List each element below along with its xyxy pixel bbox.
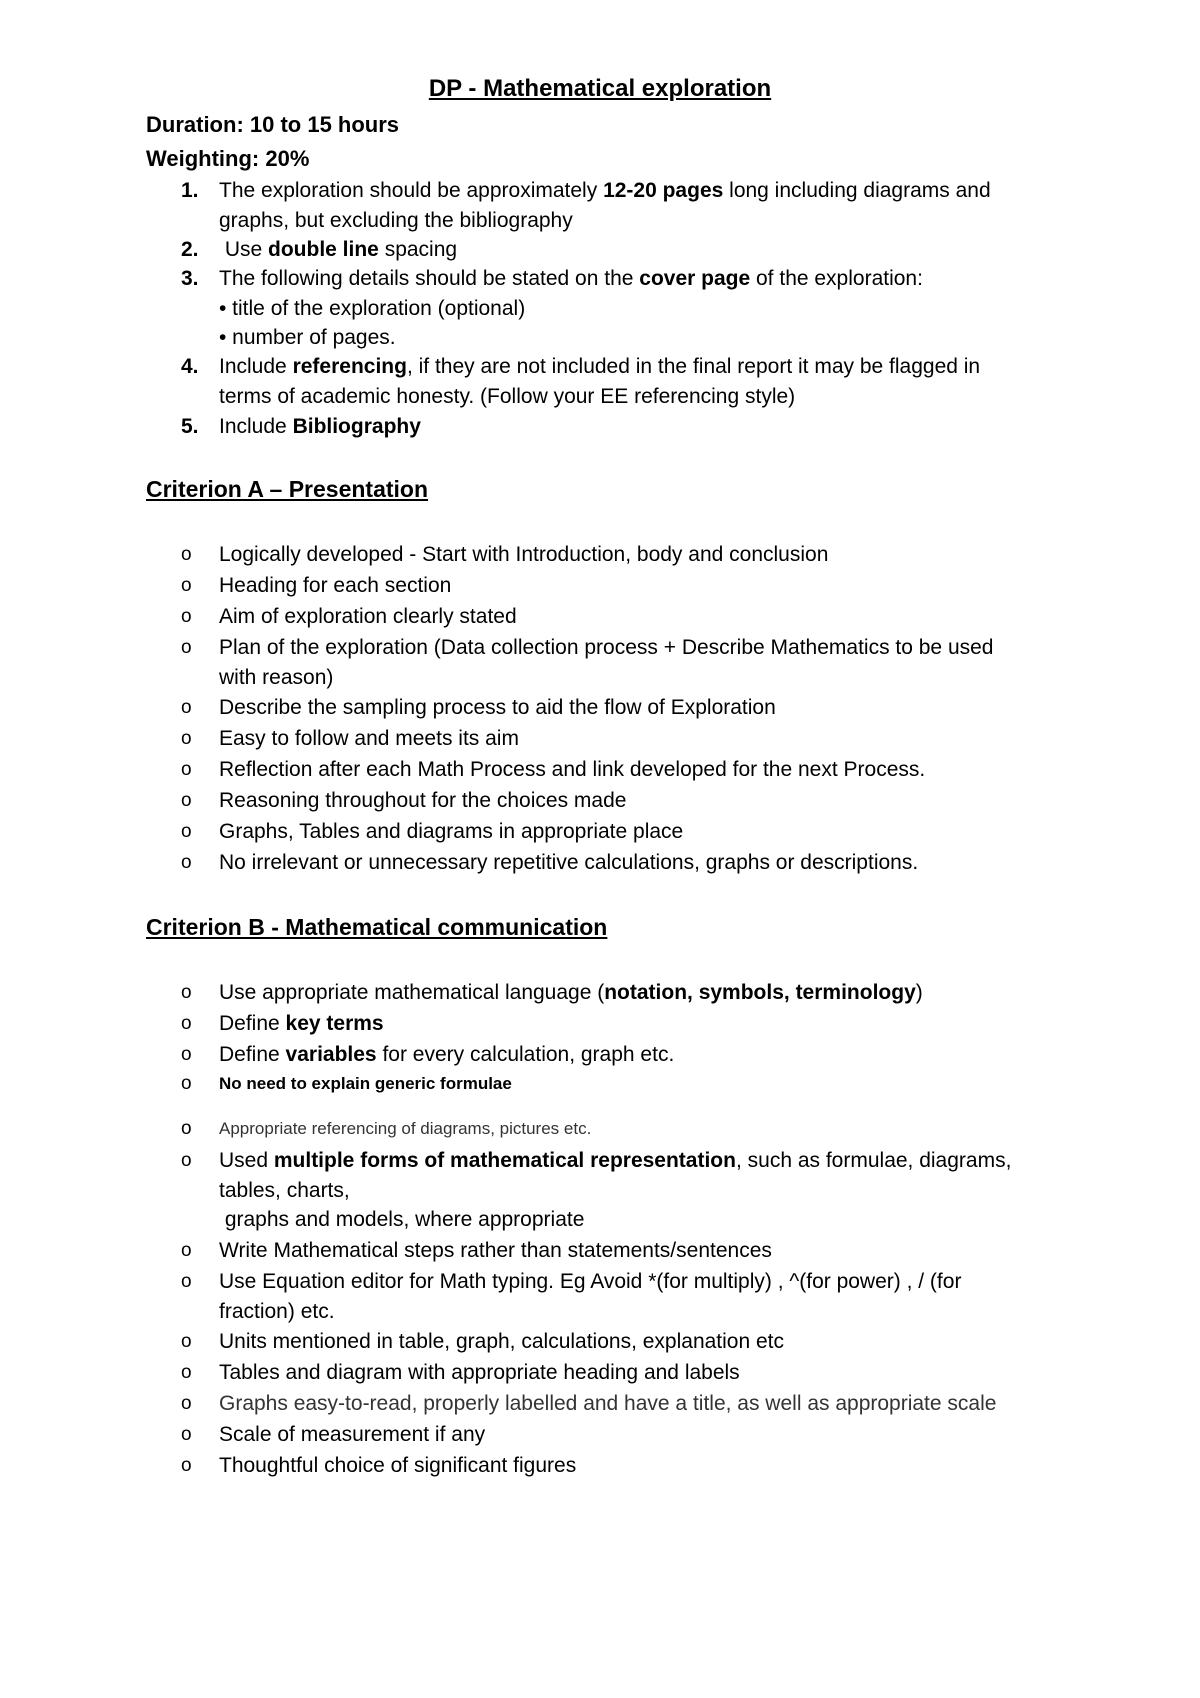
list-item: No irrelevant or unnecessary repetitive calculations, graphs or descriptions.	[219, 851, 919, 874]
bullet-icon: o	[181, 1013, 192, 1034]
list-item: Plan of the exploration (Data collection process + Describe Mathematics to be used	[219, 636, 994, 659]
list-item: Units mentioned in table, graph, calculations, explanation etc	[219, 1330, 785, 1353]
list-item: Graphs, Tables and diagrams in appropriate place	[219, 820, 684, 843]
list-item: Graphs easy-to-read, properly labelled and have a title, as well as appropriate scale	[219, 1392, 997, 1415]
bullet-icon: o	[181, 790, 192, 811]
list-number: 1.	[181, 179, 199, 202]
list-item: Use double line spacing	[219, 238, 458, 261]
bullet-icon: o	[181, 606, 192, 627]
list-item: Used multiple forms of mathematical representation, such as formulae, diagrams,	[219, 1149, 1012, 1172]
list-item: Easy to follow and meets its aim	[219, 727, 519, 750]
list-item-continued: graphs, but excluding the bibliography	[219, 209, 573, 232]
weighting-text: Weighting: 20%	[146, 146, 310, 171]
list-item: Use appropriate mathematical language (notation, symbols, terminology)	[219, 981, 923, 1004]
list-item-continued: terms of academic honesty. (Follow your EE referencing style)	[219, 385, 796, 408]
bullet-icon: o	[181, 982, 192, 1003]
bullet-icon: o	[181, 1073, 192, 1094]
list-item: The exploration should be approximately 12-20 pages long including diagrams and	[219, 179, 991, 202]
bullet-icon: o	[181, 1424, 192, 1445]
bullet-icon: o	[181, 1455, 192, 1476]
bullet-icon: o	[181, 1393, 192, 1414]
list-item: No need to explain generic formulae	[219, 1074, 512, 1093]
criterion-b-heading: Criterion B - Mathematical communication	[146, 914, 608, 940]
bullet-icon: o	[181, 1044, 192, 1065]
bullet-icon: o	[181, 759, 192, 780]
bullet-icon: o	[181, 852, 192, 873]
list-item: Aim of exploration clearly stated	[219, 605, 517, 628]
criterion-a-heading: Criterion A – Presentation	[146, 476, 429, 502]
bullet-icon: o	[181, 1271, 192, 1292]
bullet-icon: o	[181, 575, 192, 596]
list-item: Tables and diagram with appropriate heading and labels	[219, 1361, 740, 1384]
list-item: Describe the sampling process to aid the flow of Exploration	[219, 696, 776, 719]
list-item: Scale of measurement if any	[219, 1423, 486, 1446]
list-item-continued: graphs and models, where appropriate	[219, 1208, 585, 1231]
list-item: Include referencing, if they are not included in the final report it may be flagged in	[219, 355, 981, 378]
list-number: 3.	[181, 267, 199, 290]
bullet-icon: o	[181, 1362, 192, 1383]
list-item: Thoughtful choice of significant figures	[219, 1454, 577, 1477]
bullet-icon: o	[181, 1331, 192, 1352]
bullet-icon: o	[181, 697, 192, 718]
list-item: Heading for each section	[219, 574, 452, 597]
list-number: 2.	[181, 238, 199, 261]
list-number: 5.	[181, 415, 199, 438]
list-item: Reflection after each Math Process and link developed for the next Process.	[219, 758, 926, 781]
list-subitem: • number of pages.	[219, 326, 396, 349]
list-item: Reasoning throughout for the choices made	[219, 789, 627, 812]
list-item: Appropriate referencing of diagrams, pictures etc.	[219, 1119, 592, 1138]
bullet-icon: o	[181, 1118, 192, 1139]
list-item: Use Equation editor for Math typing. Eg Avoid *(for multiply) , ^(for power) , / (for	[219, 1270, 962, 1293]
duration-text: Duration: 10 to 15 hours	[146, 112, 400, 137]
page-title: DP - Mathematical exploration	[428, 75, 772, 102]
list-item: Include Bibliography	[219, 415, 421, 438]
bullet-icon: o	[181, 728, 192, 749]
list-item: Define variables for every calculation, graph etc.	[219, 1043, 675, 1066]
list-item: Define key terms	[219, 1012, 384, 1035]
bullet-icon: o	[181, 544, 192, 565]
bullet-icon: o	[181, 1150, 192, 1171]
list-item: Logically developed - Start with Introduction, body and conclusion	[219, 543, 829, 566]
list-item: The following details should be stated on the cover page of the exploration:	[219, 267, 923, 290]
list-number: 4.	[181, 355, 199, 378]
list-item-continued: with reason)	[219, 666, 334, 689]
list-item-continued: fraction) etc.	[219, 1300, 335, 1323]
list-item-continued: tables, charts,	[219, 1179, 350, 1202]
list-subitem: • title of the exploration (optional)	[219, 297, 526, 320]
bullet-icon: o	[181, 1240, 192, 1261]
bullet-icon: o	[181, 637, 192, 658]
list-item: Write Mathematical steps rather than statements/sentences	[219, 1239, 772, 1262]
bullet-icon: o	[181, 821, 192, 842]
